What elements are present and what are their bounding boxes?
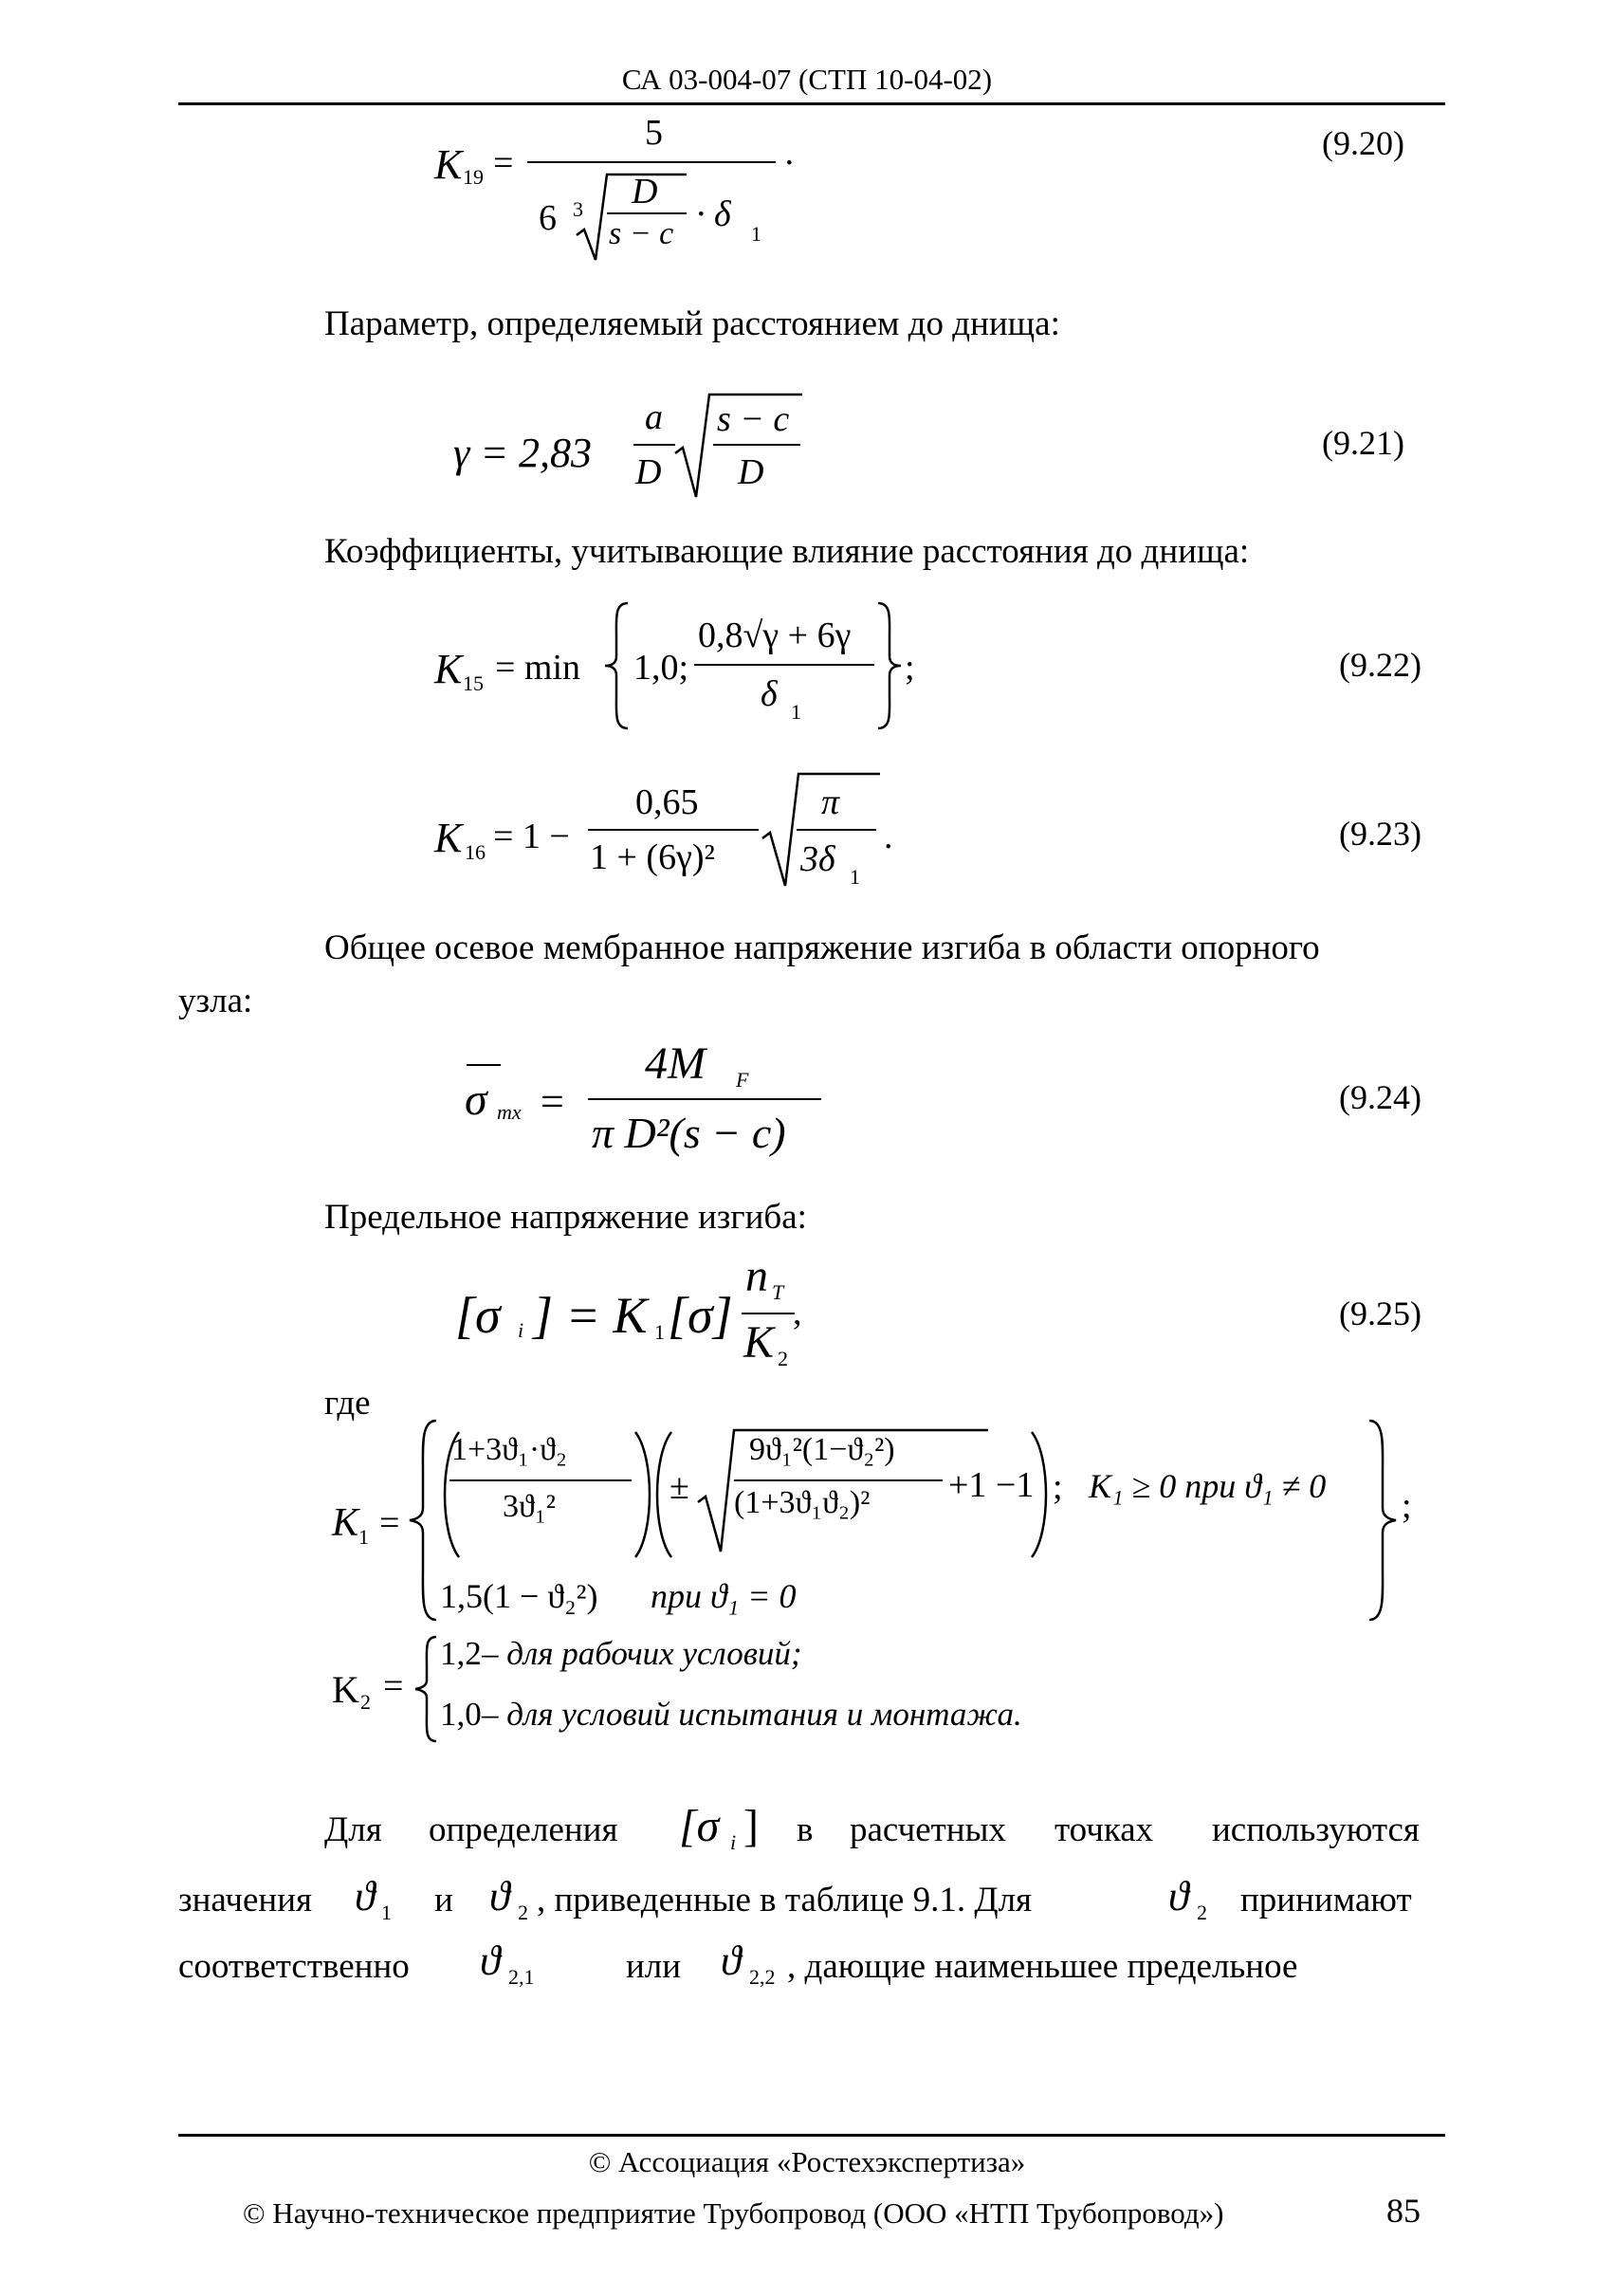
eq22-first-value: 1,0; (633, 648, 689, 688)
eq24-equals: = (541, 1078, 564, 1125)
eq24-number: (9.24) (1339, 1078, 1421, 1116)
eq20-inner-frac-line (607, 212, 687, 214)
paragraph-coefficients: Коэффициенты, учитывающие влияние расстояния до днища: (324, 532, 1250, 571)
last-l3-b: или (626, 1947, 682, 1986)
k1-frac-den: 3ϑ₁² (503, 1489, 556, 1524)
k1-right-paren-2 (1028, 1428, 1053, 1561)
eq21-root-den: D (738, 452, 764, 492)
eq20-numerator: 5 (645, 113, 663, 153)
last-l1-symbol: [σ (679, 1801, 720, 1851)
footer-copyright-association: © Ассоциация «Ростехэкспертиза» (588, 2145, 1026, 2178)
eq21-root-frac-line (713, 444, 800, 446)
eq25-frac-line (742, 1313, 795, 1314)
eq22-number: (9.22) (1339, 646, 1421, 684)
eq25-lhs-sub: i (518, 1318, 524, 1342)
k1-lhs-sub: 1 (358, 1525, 369, 1549)
last-l1-symbol-sub: i (730, 1830, 737, 1854)
k1-root-num: 9ϑ₁²(1−ϑ₂²) (749, 1432, 895, 1467)
k2-line2-text: – для условий испытания и монтажа. (482, 1696, 1022, 1733)
eq25-number: (9.25) (1339, 1295, 1421, 1332)
eq25-denominator: K (743, 1317, 775, 1368)
eq21-lhs: γ = 2,83 (453, 430, 593, 476)
last-l2-d: принимают (1240, 1881, 1412, 1919)
last-l3-a: соответственно (178, 1947, 410, 1986)
eq20-number: (9.20) (1322, 124, 1404, 162)
last-l2-symbol-1: ϑ (355, 1873, 376, 1919)
last-l2-c: , приведенные в таблице 9.1. Для (537, 1881, 1033, 1919)
k2-line1-value: 1,2 (440, 1635, 482, 1672)
k1-condition-1: K₁ ≥ 0 при ϑ₁ ≠ 0 (1089, 1467, 1327, 1505)
eq20-tail: · δ (696, 194, 731, 234)
document-code-header: СА 03-004-07 (СТП 10-04-02) (621, 63, 993, 96)
eq20-lhs: K (434, 141, 463, 188)
last-l3-symbol-1-sub: 2,1 (508, 1965, 535, 1989)
where-label: где (324, 1384, 371, 1423)
eq25-den-sub: 2 (778, 1347, 788, 1370)
eq23-lhs-sub: 16 (465, 840, 486, 864)
eq23-rhs-start: = 1 − (493, 817, 570, 856)
last-l3-c: , дающие наименьшее предельное (787, 1947, 1298, 1986)
eq23-numerator: 0,65 (635, 782, 699, 822)
eq22-lhs: K (434, 646, 463, 692)
paragraph-membrane-stress: Общее осевое мембранное напряжение изгиба в области опорного (324, 928, 1320, 967)
last-l1-f: используются (1212, 1810, 1420, 1849)
eq25-numerator: n (745, 1251, 768, 1301)
eq20-dot: · (783, 143, 796, 183)
footer-copyright-company: © Научно-техническое предприятие Трубопровод (ООО «НТП Трубопровод») (243, 2196, 1224, 2230)
last-l2-symbol-1-sub: 1 (381, 1901, 392, 1924)
k2-line1-text: – для рабочих условий; (482, 1635, 802, 1672)
k2-line2-value: 1,0 (440, 1696, 482, 1733)
eq25-end: , (793, 1293, 802, 1332)
last-l1-symbol-end: ] (743, 1801, 759, 1851)
eq24-num-sub: F (736, 1068, 749, 1092)
k1-root-frac-line (734, 1479, 943, 1481)
eq20-equals: = (493, 143, 514, 183)
eq21-number: (9.21) (1322, 424, 1404, 462)
last-l2-a: значения (178, 1881, 313, 1919)
eq22-denominator: δ (761, 674, 778, 714)
k1-plus-minus: ± (669, 1467, 689, 1507)
eq20-root-num: D (632, 172, 658, 211)
eq20-root-index: 3 (573, 197, 583, 221)
eq23-root-frac-line (797, 829, 876, 831)
eq22-numerator: 0,8√γ + 6γ (698, 615, 852, 655)
eq24-lhs: σ (465, 1075, 487, 1125)
k1-root-den: (1+3ϑ₁ϑ₂)² (734, 1485, 871, 1520)
eq20-lhs-sub: 19 (463, 165, 484, 189)
last-l2-b: и (434, 1881, 453, 1919)
eq23-denominator: 1 + (6γ)² (590, 837, 715, 877)
eq21-frac-den: D (635, 452, 662, 492)
k1-right-brace (1366, 1417, 1398, 1624)
eq24-denominator: π D²(s − c) (592, 1109, 786, 1157)
eq20-root-den: s − c (609, 216, 674, 251)
k1-left-brace (408, 1417, 440, 1624)
eq25-mid: [σ] (668, 1287, 733, 1344)
eq24-overbar (467, 1064, 501, 1066)
k1-condition-2: при ϑ₁ = 0 (651, 1577, 797, 1615)
last-l1-e: точках (1055, 1810, 1154, 1849)
k1-lhs: K (332, 1501, 359, 1545)
last-l2-symbol-2-sub: 2 (518, 1901, 528, 1924)
last-l3-symbol-1: ϑ (480, 1938, 501, 1984)
eq23-lhs: K (434, 815, 463, 861)
k1-frac-num: 1+3ϑ₁·ϑ₂ (451, 1432, 567, 1467)
eq23-frac-line (588, 829, 759, 831)
eq22-frac-line (694, 664, 874, 666)
last-l2-symbol-3-sub: 2 (1197, 1901, 1207, 1924)
k1-equals: = (379, 1503, 400, 1543)
last-l3-symbol-2: ϑ (721, 1938, 742, 1984)
last-l1-a: Для (324, 1810, 382, 1849)
last-l2-symbol-3: ϑ (1168, 1873, 1189, 1919)
last-l1-b: определения (429, 1810, 618, 1849)
eq25-k-sub: 1 (654, 1320, 665, 1344)
eq25-num-sub: T (772, 1280, 784, 1304)
page-number: 85 (1386, 2192, 1421, 2230)
eq25-lhs-end: ] = K (533, 1287, 648, 1344)
paragraph-limit-stress: Предельное напряжение изгиба: (324, 1198, 807, 1237)
eq25-lhs: [σ (455, 1287, 501, 1344)
eq23-end: . (884, 817, 893, 856)
eq22-right-brace (874, 599, 903, 732)
eq20-denominator-coef: 6 (539, 198, 557, 238)
last-l1-d: расчетных (850, 1810, 1006, 1849)
eq23-root-den: 3δ (800, 839, 835, 879)
k2-left-brace (413, 1633, 440, 1745)
last-l1-c: в (797, 1810, 814, 1849)
k2-lhs: K (332, 1668, 359, 1711)
eq22-left-brace (603, 599, 632, 732)
eq22-den-sub: 1 (791, 700, 801, 724)
header-rule (178, 102, 1445, 105)
eq24-lhs-sub: mx (497, 1100, 522, 1124)
eq24-numerator: 4M (645, 1038, 706, 1089)
eq22-end: ; (905, 648, 915, 688)
k1-frac-line (449, 1479, 632, 1481)
eq23-root-den-sub: 1 (850, 865, 860, 889)
footer-rule (178, 2134, 1445, 2137)
k1-semicolon: ; (1053, 1467, 1063, 1507)
eq22-min: = min (495, 648, 581, 688)
k2-equals: = (383, 1666, 404, 1706)
k1-plus-one-minus-one: +1 −1 (948, 1465, 1035, 1505)
k2-lhs-sub: 2 (360, 1690, 371, 1714)
eq21-frac-line (633, 444, 675, 446)
eq22-lhs-sub: 15 (463, 671, 484, 695)
eq24-frac-line (588, 1098, 821, 1100)
eq21-frac-num: a (645, 397, 663, 437)
eq20-tail-sub: 1 (751, 222, 761, 246)
k1-end: ; (1402, 1486, 1412, 1526)
paragraph-membrane-stress-cont: узла: (178, 982, 253, 1020)
k1-line2: 1,5(1 − ϑ₂²) (440, 1577, 598, 1615)
eq20-fraction-line (527, 161, 776, 163)
eq23-number: (9.23) (1339, 815, 1421, 853)
eq21-root-num: s − c (717, 399, 790, 439)
last-l2-symbol-2: ϑ (489, 1873, 510, 1919)
paragraph-distance-parameter: Параметр, определяемый расстоянием до днища: (324, 304, 1060, 343)
eq23-root-num: π (821, 782, 840, 822)
last-l3-symbol-2-sub: 2,2 (749, 1965, 776, 1989)
